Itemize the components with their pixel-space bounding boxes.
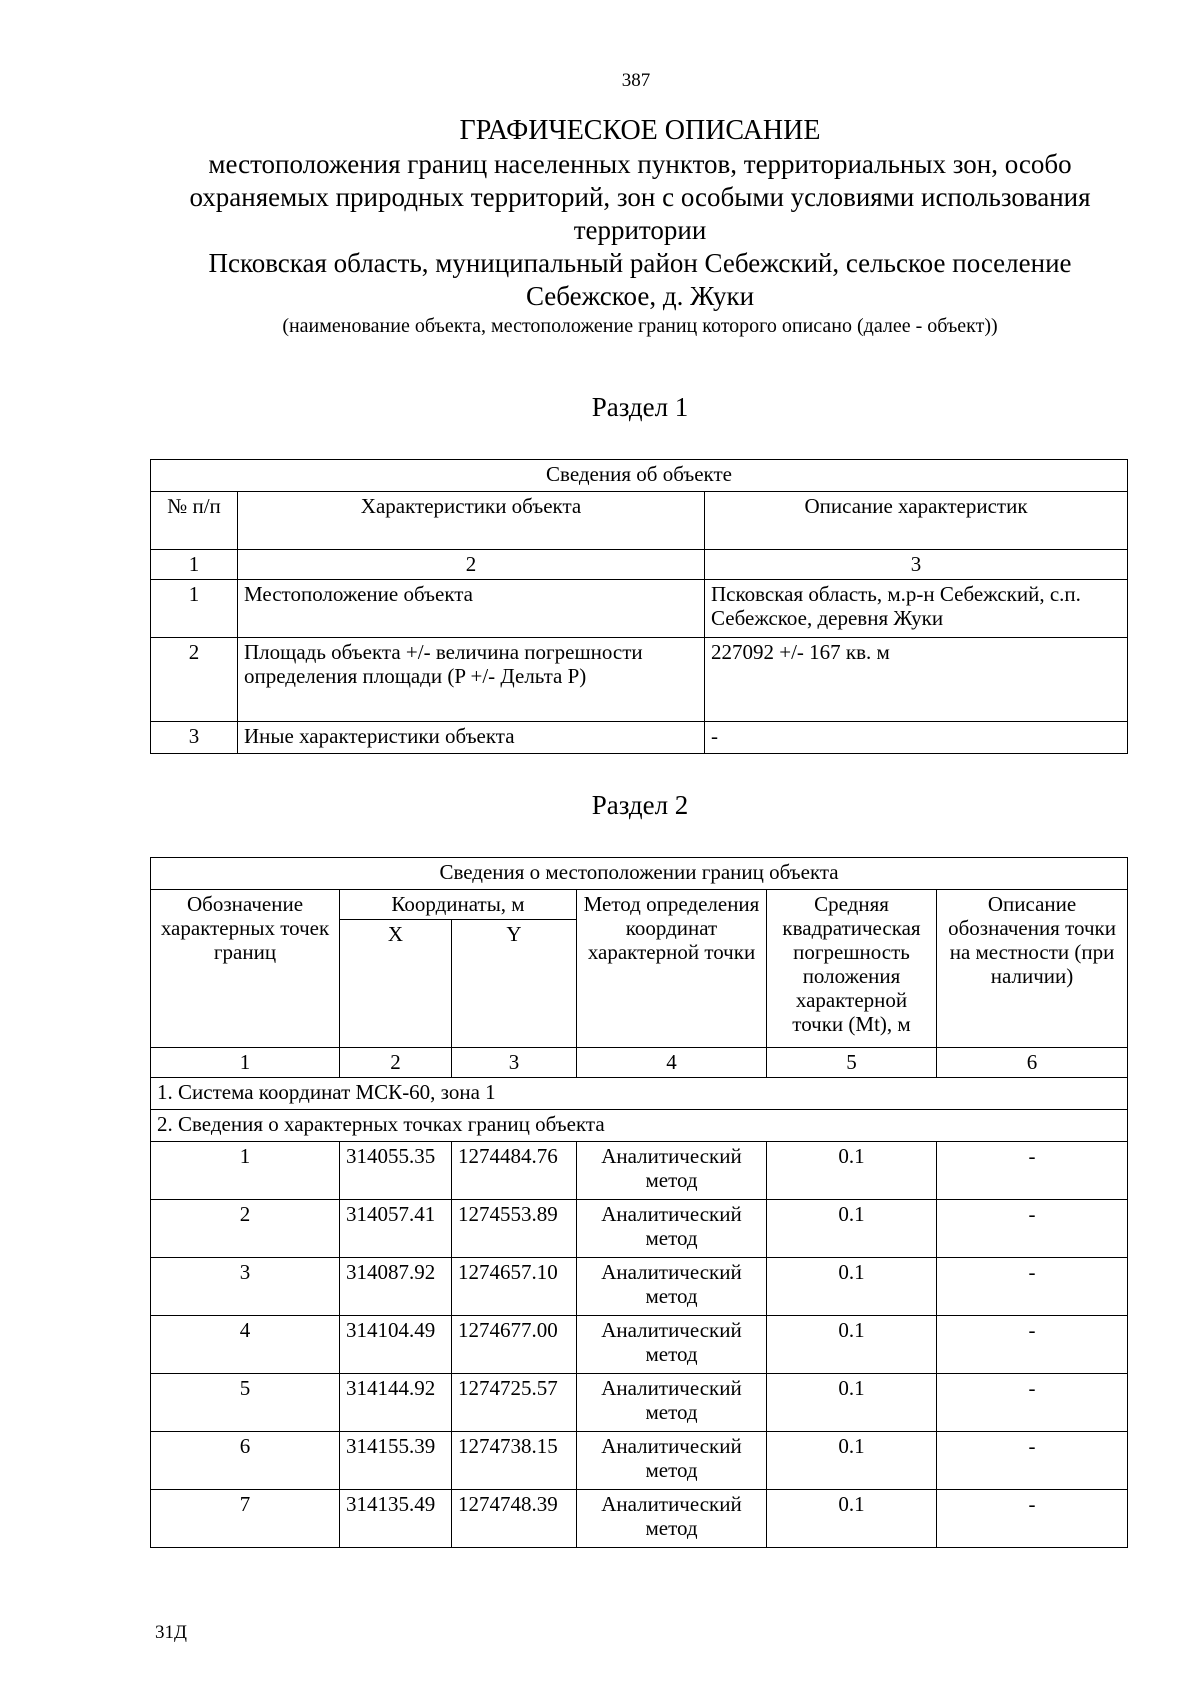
object-info-table: [150, 459, 1128, 754]
table-header-row: [151, 890, 1128, 920]
coord-x: 314155.39: [340, 1432, 452, 1490]
section-row: [151, 1078, 1128, 1110]
table-row: [151, 1374, 1128, 1432]
page-number: 387: [621, 70, 651, 91]
point-description: -: [937, 1316, 1128, 1374]
table-row: [151, 1200, 1128, 1258]
error: 0.1: [767, 1490, 937, 1548]
table-row: [151, 638, 1128, 722]
section1-title: Раздел 1: [591, 392, 689, 422]
point-number: 3: [151, 1258, 340, 1316]
column-number: 2: [340, 1048, 452, 1078]
method: Аналитический метод: [577, 1374, 767, 1432]
coord-x: 314055.35: [340, 1142, 452, 1200]
characteristic-name: Иные характеристики объекта: [238, 722, 705, 754]
characteristic-value: 227092 +/- 167 кв. м: [705, 638, 1128, 722]
point-number: 6: [151, 1432, 340, 1490]
method: Аналитический метод: [577, 1200, 767, 1258]
point-number: 5: [151, 1374, 340, 1432]
point-description: -: [937, 1200, 1128, 1258]
error: 0.1: [767, 1258, 937, 1316]
header-cell: № п/п: [151, 492, 238, 550]
coord-y: 1274484.76: [452, 1142, 577, 1200]
coord-x: 314087.92: [340, 1258, 452, 1316]
point-number: 2: [151, 1200, 340, 1258]
document-subtitle: местоположения границ населенных пунктов, территориальных зон, особо охраняемых природных территорий, зон с особыми условиями использования территории: [189, 149, 1091, 245]
coord-y: 1274657.10: [452, 1258, 577, 1316]
point-description: -: [937, 1258, 1128, 1316]
column-number: 1: [151, 1048, 340, 1078]
point-description: -: [937, 1490, 1128, 1548]
table-title: Сведения об объекте: [151, 460, 1128, 492]
characteristic-value: Псковская область, м.р-н Себежский, с.п. Себежское, деревня Жуки: [705, 580, 1128, 638]
coord-y: 1274677.00: [452, 1316, 577, 1374]
points-caption: 2. Сведения о характерных точках границ объекта: [151, 1110, 1128, 1142]
column-number: 2: [238, 550, 705, 580]
object-caption: (наименование объекта, местоположение границ которого описано (далее - объект)): [282, 315, 998, 337]
object-location: Псковская область, муниципальный район Себежский, сельское поселение Себежское, д. Жуки: [208, 248, 1072, 311]
error: 0.1: [767, 1142, 937, 1200]
coord-y: 1274738.15: [452, 1432, 577, 1490]
coord-y: 1274553.89: [452, 1200, 577, 1258]
header-cell-error: Средняя квадратическая погрешность положения характерной точки (Mt), м: [767, 890, 937, 1048]
point-description: -: [937, 1142, 1128, 1200]
column-number: 6: [937, 1048, 1128, 1078]
section2-title: Раздел 2: [591, 790, 689, 820]
header-cell-desc: Описание обозначения точки на местности (при наличии): [937, 890, 1128, 1048]
method: Аналитический метод: [577, 1490, 767, 1548]
table-row: [151, 1490, 1128, 1548]
column-number-row: [151, 1048, 1128, 1078]
error: 0.1: [767, 1200, 937, 1258]
column-number: 1: [151, 550, 238, 580]
table-row: [151, 1316, 1128, 1374]
characteristic-name: Площадь объекта +/- величина погрешности определения площади (P +/- Дельта P): [238, 638, 705, 722]
section-row: [151, 1110, 1128, 1142]
header-cell-point: Обозначение характерных точек границ: [151, 890, 340, 1048]
error: 0.1: [767, 1374, 937, 1432]
header-cell-x: X: [340, 920, 452, 1048]
column-number: 5: [767, 1048, 937, 1078]
point-description: -: [937, 1432, 1128, 1490]
error: 0.1: [767, 1432, 937, 1490]
coord-y: 1274748.39: [452, 1490, 577, 1548]
header-cell-method: Метод определения координат характерной точки: [577, 890, 767, 1048]
header-cell: Описание характеристик: [705, 492, 1128, 550]
document-title: ГРАФИЧЕСКОЕ ОПИСАНИЕ: [459, 115, 821, 146]
point-number: 7: [151, 1490, 340, 1548]
error: 0.1: [767, 1316, 937, 1374]
header-cell: Характеристики объекта: [238, 492, 705, 550]
method: Аналитический метод: [577, 1316, 767, 1374]
coord-x: 314057.41: [340, 1200, 452, 1258]
column-number-row: [151, 550, 1128, 580]
table-row: [151, 722, 1128, 754]
table-row: [151, 1432, 1128, 1490]
point-number: 4: [151, 1316, 340, 1374]
column-number: 3: [705, 550, 1128, 580]
coord-x: 314135.49: [340, 1490, 452, 1548]
coord-x: 314144.92: [340, 1374, 452, 1432]
column-number: 3: [452, 1048, 577, 1078]
table-row: [151, 580, 1128, 638]
table-row: [151, 1258, 1128, 1316]
table-title-row: [151, 460, 1128, 492]
header-cell-y: Y: [452, 920, 577, 1048]
method: Аналитический метод: [577, 1142, 767, 1200]
table-row: [151, 1142, 1128, 1200]
characteristic-name: Местоположение объекта: [238, 580, 705, 638]
table-header-row: [151, 492, 1128, 550]
coordinate-system: 1. Система координат МСК-60, зона 1: [151, 1078, 1128, 1110]
table-title-row: [151, 858, 1128, 890]
characteristic-value: -: [705, 722, 1128, 754]
point-description: -: [937, 1374, 1128, 1432]
footer-code: 31Д: [155, 1622, 187, 1643]
document-header: [145, 114, 1135, 339]
method: Аналитический метод: [577, 1432, 767, 1490]
row-number: 2: [151, 638, 238, 722]
row-number: 3: [151, 722, 238, 754]
boundary-points-table: [150, 857, 1128, 1548]
method: Аналитический метод: [577, 1258, 767, 1316]
header-cell-coords: Координаты, м: [340, 890, 577, 920]
table-title: Сведения о местоположении границ объекта: [151, 858, 1128, 890]
coord-y: 1274725.57: [452, 1374, 577, 1432]
column-number: 4: [577, 1048, 767, 1078]
row-number: 1: [151, 580, 238, 638]
point-number: 1: [151, 1142, 340, 1200]
coord-x: 314104.49: [340, 1316, 452, 1374]
